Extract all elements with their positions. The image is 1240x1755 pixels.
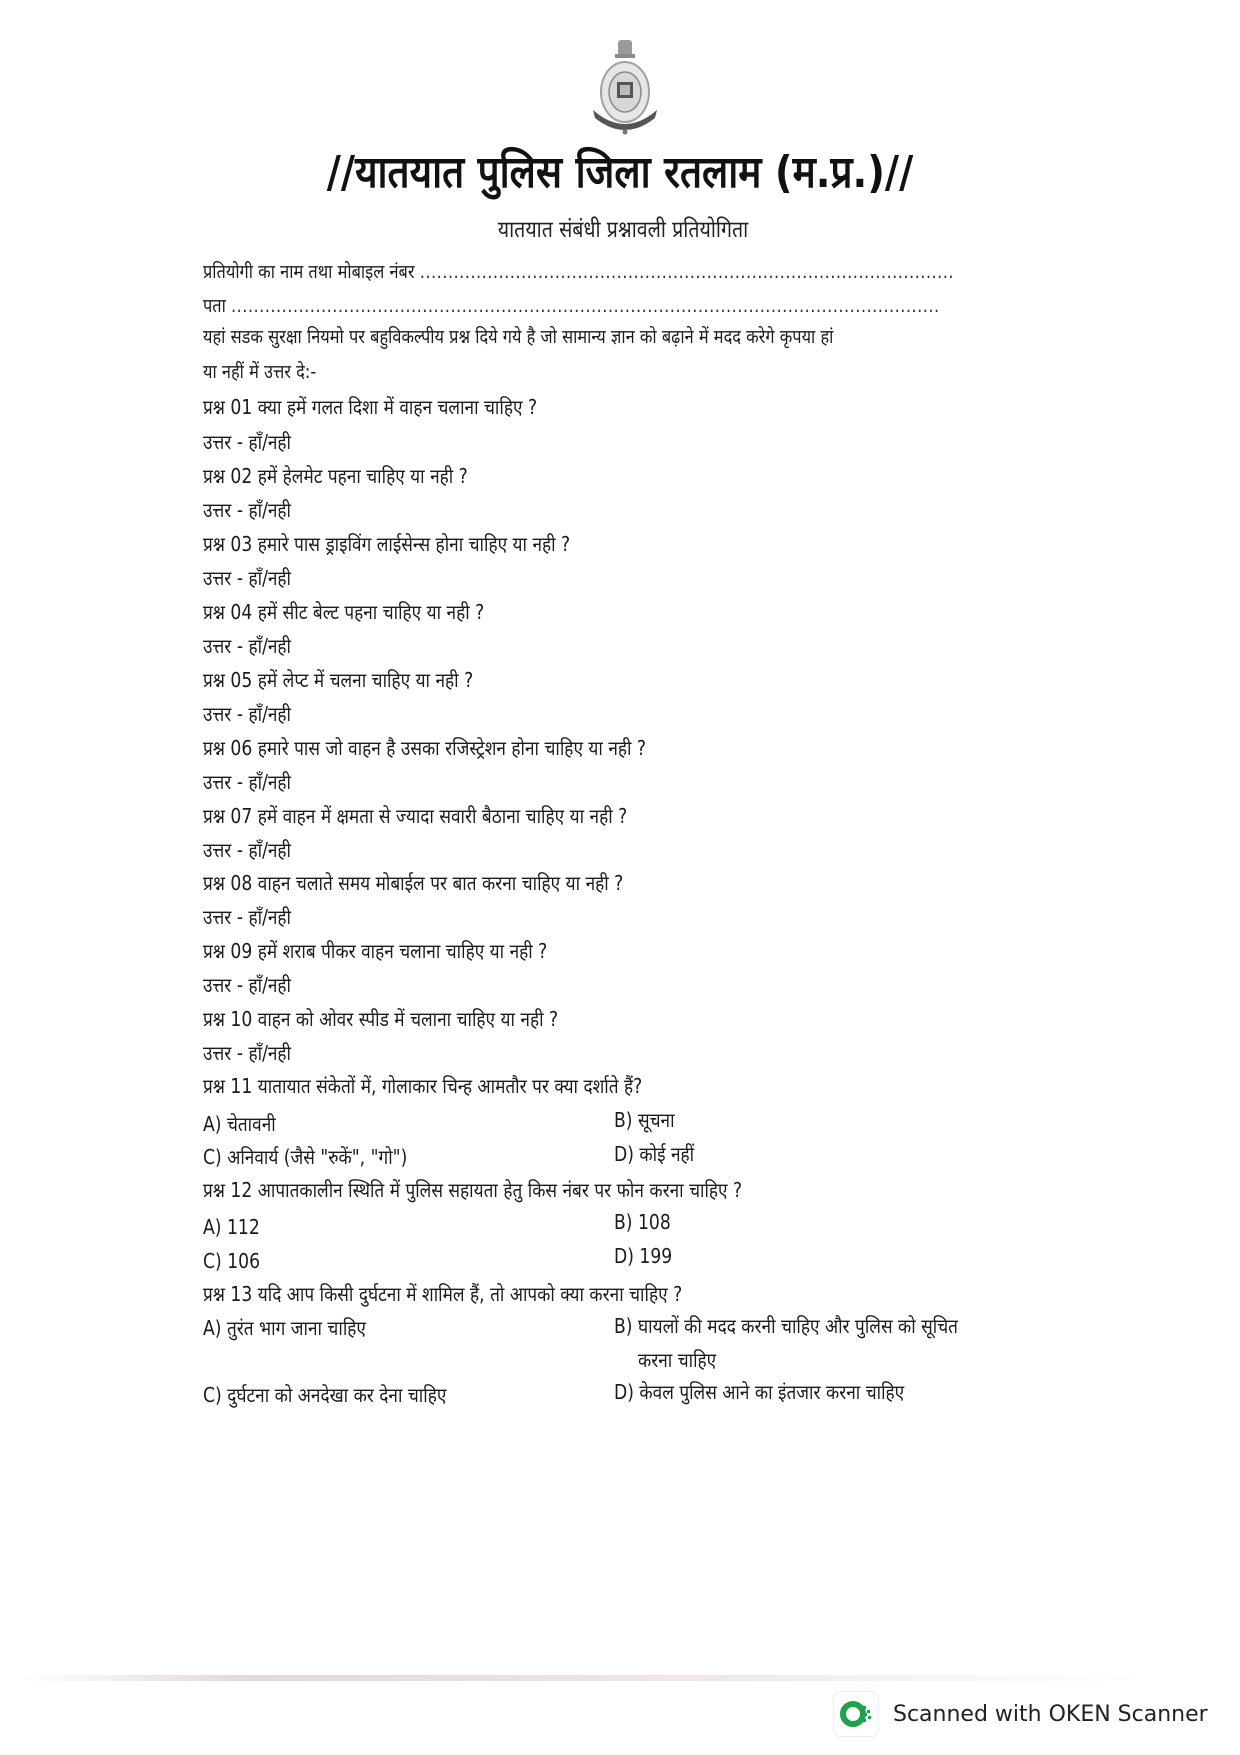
question-11: प्रश्न 11 यातायात संकेतों में, गोलाकार चिन्ह आमतौर पर क्या दर्शाते हैं? (203, 1074, 643, 1098)
q13-option-d: D) केवल पुलिस आने का इंतजार करना चाहिए (614, 1380, 905, 1404)
q12-option-d: D) 199 (614, 1244, 673, 1268)
question-01: प्रश्न 01 क्या हमें गलत दिशा में वाहन चलाना चाहिए ? (203, 395, 538, 419)
q11-option-d: D) कोई नहीं (614, 1142, 695, 1166)
answer-02: उत्तर - हाँ/नही (203, 498, 292, 522)
q11-option-c: C) अनिवार्य (जैसे "रुकें", "गो") (203, 1145, 408, 1169)
page-subtitle: यातयात संबंधी प्रश्नावली प्रतियोगिता (497, 217, 749, 243)
q13-option-b: B) घायलों की मदद करनी चाहिए और पुलिस को सूचित (614, 1314, 958, 1338)
question-04: प्रश्न 04 हमें सीट बेल्ट पहना चाहिए या नही ? (203, 600, 485, 624)
question-09: प्रश्न 09 हमें शराब पीकर वाहन चलाना चाहिए या नही ? (203, 939, 548, 963)
answer-09: उत्तर - हाँ/नही (203, 973, 292, 997)
question-13: प्रश्न 13 यदि आप किसी दुर्घटना में शामिल हैं, तो आपको क्या करना चाहिए ? (203, 1282, 683, 1306)
q13-option-a: A) तुरंत भाग जाना चाहिए (203, 1316, 366, 1340)
page-title: //यातयात पुलिस जिला रतलाम (म.प्र.)// (326, 147, 914, 198)
answer-06: उत्तर - हाँ/नही (203, 770, 292, 794)
scanner-watermark (833, 1691, 1208, 1737)
question-05: प्रश्न 05 हमें लेप्ट में चलना चाहिए या नही ? (203, 668, 474, 692)
answer-07: उत्तर - हाँ/नही (203, 838, 292, 862)
q12-option-a: A) 112 (203, 1215, 260, 1239)
q12-option-c: C) 106 (203, 1249, 261, 1273)
name-mobile-field[interactable] (203, 258, 954, 284)
question-12: प्रश्न 12 आपातकालीन स्थिति में पुलिस सहायता हेतु किस नंबर पर फोन करना चाहिए ? (203, 1178, 743, 1202)
question-06: प्रश्न 06 हमारे पास जो वाहन है उसका रजिस्ट्रेशन होना चाहिए या नही ? (203, 736, 647, 760)
question-10: प्रश्न 10 वाहन को ओवर स्पीड में चलाना चाहिए या नही ? (203, 1007, 559, 1031)
scan-artifact-line (20, 1675, 1140, 1681)
question-08: प्रश्न 08 वाहन चलाते समय मोबाईल पर बात करना चाहिए या नही ? (203, 871, 624, 895)
name-mobile-label: प्रतियोगी का नाम तथा मोबाइल नंबर (203, 261, 415, 283)
question-02: प्रश्न 02 हमें हेलमेट पहना चाहिए या नही ? (203, 464, 468, 488)
q12-option-b: B) 108 (614, 1210, 671, 1234)
name-mobile-blank[interactable]: ............................................................................................... (419, 261, 955, 283)
address-field[interactable] (203, 292, 940, 318)
police-emblem-icon (585, 38, 665, 138)
q13-option-b-continued: करना चाहिए (638, 1348, 717, 1372)
scanner-watermark-text: Scanned with OKEN Scanner (893, 1701, 1208, 1727)
answer-05: उत्तर - हाँ/नही (203, 702, 292, 726)
answer-03: उत्तर - हाँ/नही (203, 566, 292, 590)
question-07: प्रश्न 07 हमें वाहन में क्षमता से ज्यादा सवारी बैठाना चाहिए या नही ? (203, 804, 628, 828)
answer-01: उत्तर - हाँ/नही (203, 430, 292, 454)
q11-option-a: A) चेतावनी (203, 1112, 276, 1136)
answer-10: उत्तर - हाँ/नही (203, 1041, 292, 1065)
q11-option-b: B) सूचना (614, 1108, 675, 1132)
answer-08: उत्तर - हाँ/नही (203, 905, 292, 929)
question-03: प्रश्न 03 हमारे पास ड्राइविंग लाईसेन्स होना चाहिए या नही ? (203, 532, 571, 556)
q13-option-c: C) दुर्घटना को अनदेखा कर देना चाहिए (203, 1383, 447, 1407)
address-label: पता (203, 295, 226, 317)
instructions-line-1: यहां सडक सुरक्षा नियमो पर बहुविकल्पीय प्रश्न दिये गये है जो सामान्य ज्ञान को बढ़ाने में मदद करेगे कृपया हां (203, 326, 834, 348)
answer-04: उत्तर - हाँ/नही (203, 634, 292, 658)
instructions-line-2: या नहीं में उत्तर दे:- (203, 361, 317, 383)
oken-scanner-logo-icon (833, 1691, 879, 1737)
address-blank[interactable]: .............................................................................................................................. (231, 295, 940, 317)
